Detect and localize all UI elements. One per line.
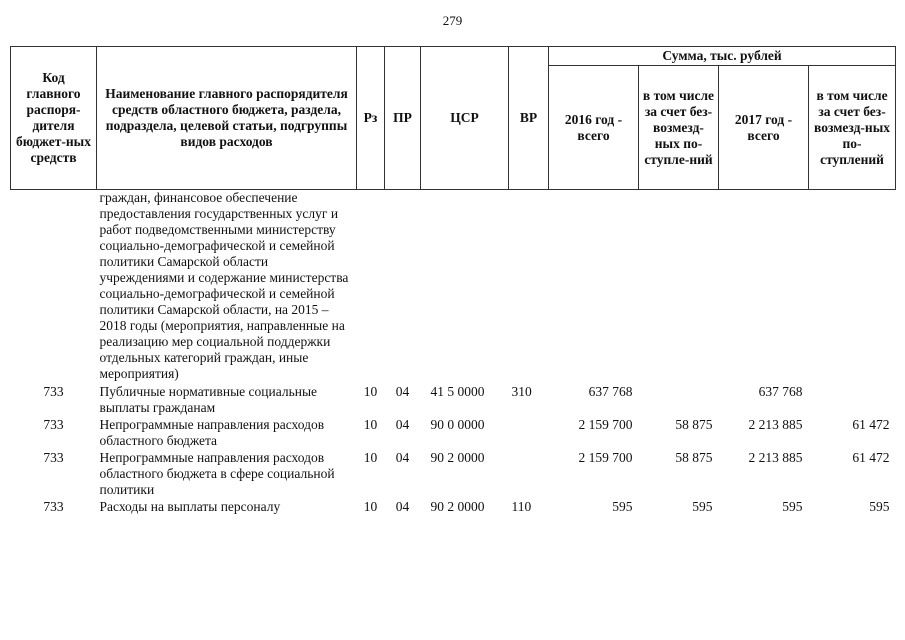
cell-csr: 90 2 0000	[430, 499, 485, 514]
cell-rz: 10	[363, 450, 378, 465]
cell-pr: 04	[395, 450, 410, 465]
cell-2017-free: 61 472	[852, 450, 890, 465]
table-row	[11, 450, 896, 499]
cell-2017-total: 637 768	[758, 384, 803, 399]
cell-name: Непрограммные направления расходов областного бюджета	[99, 417, 325, 448]
header-2016-free: в том числе за счет без-возмезд-ных по-ступле-ний	[639, 66, 719, 190]
header-csr: ЦСР	[421, 47, 509, 190]
cell-csr: 90 0 0000	[430, 417, 485, 432]
header-2017-free: в том числе за счет без-возмезд-ных по-ступлений	[809, 66, 896, 190]
cell-vr	[509, 417, 549, 450]
header-name: Наименование главного распорядителя средств областного бюджета, раздела, подраздела, целевой статьи, подгруппы видов расходов	[97, 47, 357, 190]
table-row-continuation	[11, 190, 896, 385]
cell-code: 733	[43, 450, 64, 465]
table-body	[11, 190, 896, 517]
cell-vr	[509, 450, 549, 499]
page-number: 279	[442, 13, 463, 28]
table-row	[11, 417, 896, 450]
cell-2017-free	[809, 384, 896, 417]
cell-vr: 310	[511, 384, 532, 399]
cell-name: Расходы на выплаты персоналу	[99, 499, 281, 514]
cell-2017-total: 595	[782, 499, 803, 514]
table-row	[11, 384, 896, 417]
cell-2016-total: 637 768	[588, 384, 633, 399]
cell-2016-free: 58 875	[675, 450, 713, 465]
header-rz: Рз	[357, 47, 385, 190]
cell-2016-free	[639, 384, 719, 417]
cell-2017-free: 595	[869, 499, 890, 514]
table-row	[11, 499, 896, 516]
cell-2017-free: 61 472	[852, 417, 890, 432]
cell-vr: 110	[511, 499, 532, 514]
header-pr: ПР	[385, 47, 421, 190]
cell-pr: 04	[395, 417, 410, 432]
cell-code: 733	[43, 384, 64, 399]
continuation-text: граждан, финансовое обеспечение предоставления государственных услуг и работ подведомственными министерству социально-демографической и семейной политики Самарской области учреждениями и содержание министерства социально-демографической и семейной политики Самарской области, на 2015 – 2018 годы (мероприятия, направленные на реализацию мер социальной поддержки отдельных категорий граждан, иные мероприятия)	[99, 190, 349, 381]
cell-pr: 04	[395, 384, 410, 399]
cell-2016-total: 2 159 700	[578, 450, 633, 465]
cell-rz: 10	[363, 499, 378, 514]
cell-csr: 41 5 0000	[430, 384, 485, 399]
cell-code: 733	[43, 417, 64, 432]
table-header	[11, 47, 896, 190]
header-2016-total: 2016 год - всего	[549, 66, 639, 190]
cell-csr: 90 2 0000	[430, 450, 485, 465]
cell-code: 733	[43, 499, 64, 514]
cell-2017-total: 2 213 885	[748, 450, 803, 465]
header-2017-total: 2017 год - всего	[719, 66, 809, 190]
cell-rz: 10	[363, 384, 378, 399]
header-code: Код главного распоря-дителя бюджет-ных средств	[11, 47, 97, 190]
cell-2017-total: 2 213 885	[748, 417, 803, 432]
header-vr: ВР	[509, 47, 549, 190]
budget-table	[10, 46, 896, 516]
cell-name: Публичные нормативные социальные выплаты гражданам	[99, 384, 318, 415]
cell-rz: 10	[363, 417, 378, 432]
cell-2016-total: 2 159 700	[578, 417, 633, 432]
cell-2016-free: 58 875	[675, 417, 713, 432]
cell-pr: 04	[395, 499, 410, 514]
header-sum: Сумма, тыс. рублей	[549, 47, 896, 66]
cell-2016-free: 595	[692, 499, 713, 514]
cell-2016-total: 595	[612, 499, 633, 514]
cell-name: Непрограммные направления расходов областного бюджета в сфере социальной политики	[99, 450, 335, 497]
